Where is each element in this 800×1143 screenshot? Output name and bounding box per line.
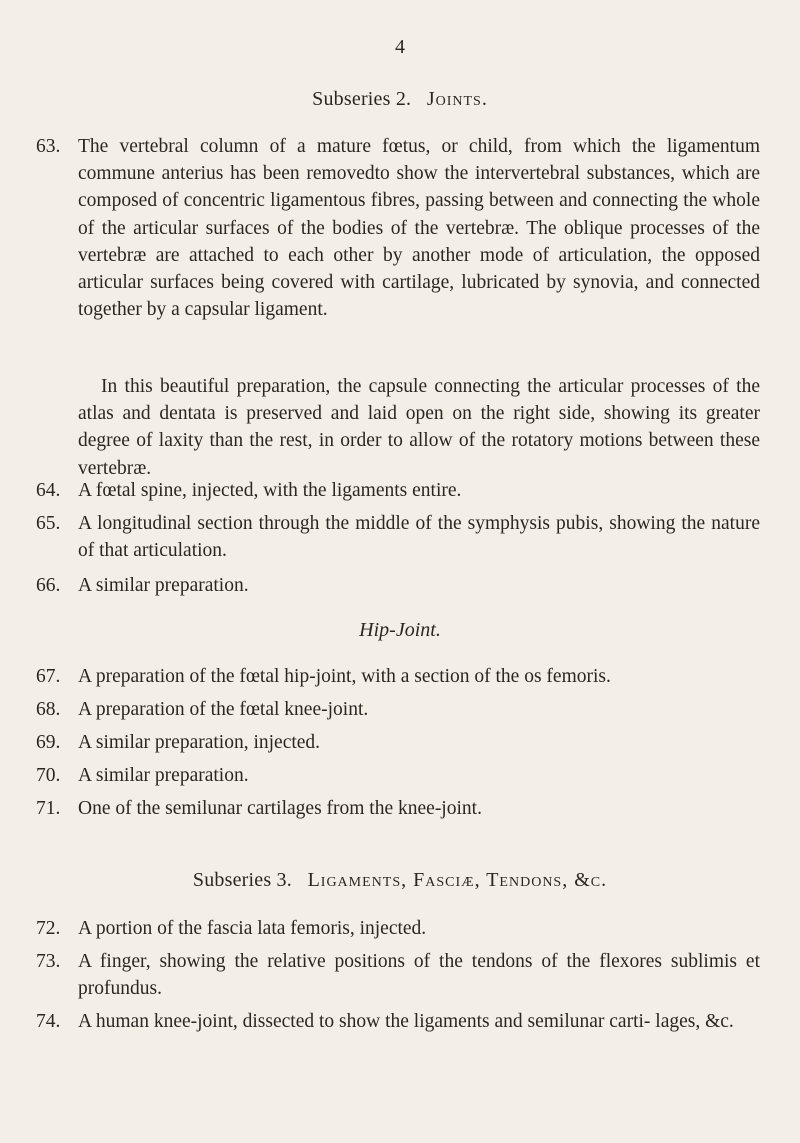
entry-continuation-paragraph: In this beautiful preparation, the capsule connecting the articular processes of the atlas and dentata is preserved and laid open on the right side, showing its greater degree of laxity than the rest, in order to allow of the rotatory motions between these vertebræ.: [78, 376, 760, 479]
catalog-entry: [0, 477, 800, 504]
entry-number: 70.: [36, 765, 61, 786]
entry-number: 65.: [36, 513, 61, 534]
catalog-entry: [0, 663, 800, 690]
entry-number: 66.: [36, 575, 61, 596]
section-heading-ligaments: [0, 869, 800, 892]
entry-text: One of the semilunar cartilages from the knee-joint.: [78, 798, 482, 819]
section-title: Ligaments, Fasciæ, Tendons, &c.: [307, 869, 608, 891]
catalog-entry: [0, 1008, 800, 1035]
entry-text: The vertebral column of a mature fœtus, or child, from which the ligamentum commune anterius has been removedto show the intervertebral substances, which are composed of concentric ligamentous fibres, passing between and connecting the whole of the articular surfaces of the bodies of the vertebræ. The oblique processes of the vertebræ are attached to each other by another mode of articulation, the opposed articular surfaces being covered with cartilage, lubricated by synovia, and connected together by a capsular ligament.: [78, 136, 760, 321]
entry-text: A preparation of the fœtal knee-joint.: [78, 699, 369, 720]
catalog-entry: [0, 729, 800, 756]
catalog-entry: [0, 948, 800, 1002]
entry-text: A similar preparation.: [78, 765, 249, 786]
entry-number: 73.: [36, 951, 61, 972]
catalog-entry: [0, 510, 800, 564]
entry-text: A fœtal spine, injected, with the ligaments entire.: [78, 480, 462, 501]
page-number: 4: [395, 36, 405, 58]
entry-number: 63.: [36, 136, 61, 157]
entry-text: A finger, showing the relative positions of the tendons of the flexores sublimis et profundus.: [78, 951, 760, 1000]
entry-number: 69.: [36, 732, 61, 753]
entry-number: 72.: [36, 918, 61, 939]
subheading-hip-joint: Hip-Joint.: [359, 619, 441, 641]
catalog-entry: [0, 762, 800, 789]
section-label: Subseries 3.: [192, 869, 292, 891]
entry-text: A similar preparation.: [78, 575, 249, 596]
entry-text: A preparation of the fœtal hip-joint, with a section of the os femoris.: [78, 666, 611, 687]
entry-text: A similar preparation, injected.: [78, 732, 321, 753]
entry-text: A longitudinal section through the middle of the symphysis pubis, showing the nature of that articulation.: [78, 513, 760, 562]
catalog-entry: [0, 572, 800, 599]
entry-text: A human knee-joint, dissected to show the ligaments and semilunar carti- lages, &c.: [78, 1011, 734, 1032]
entry-number: 74.: [36, 1011, 61, 1032]
section-title: Joints.: [426, 88, 488, 110]
entry-number: 71.: [36, 798, 61, 819]
entry-number: 68.: [36, 699, 61, 720]
catalog-entry: [0, 795, 800, 822]
section-heading-joints: [0, 88, 800, 111]
section-label: Subseries 2.: [312, 88, 412, 110]
entry-text: A portion of the fascia lata femoris, injected.: [78, 918, 427, 939]
catalog-entry: [0, 133, 800, 323]
entry-number: 64.: [36, 480, 61, 501]
catalog-entry: [0, 915, 800, 942]
entry-number: 67.: [36, 666, 61, 687]
catalog-entry: [0, 696, 800, 723]
